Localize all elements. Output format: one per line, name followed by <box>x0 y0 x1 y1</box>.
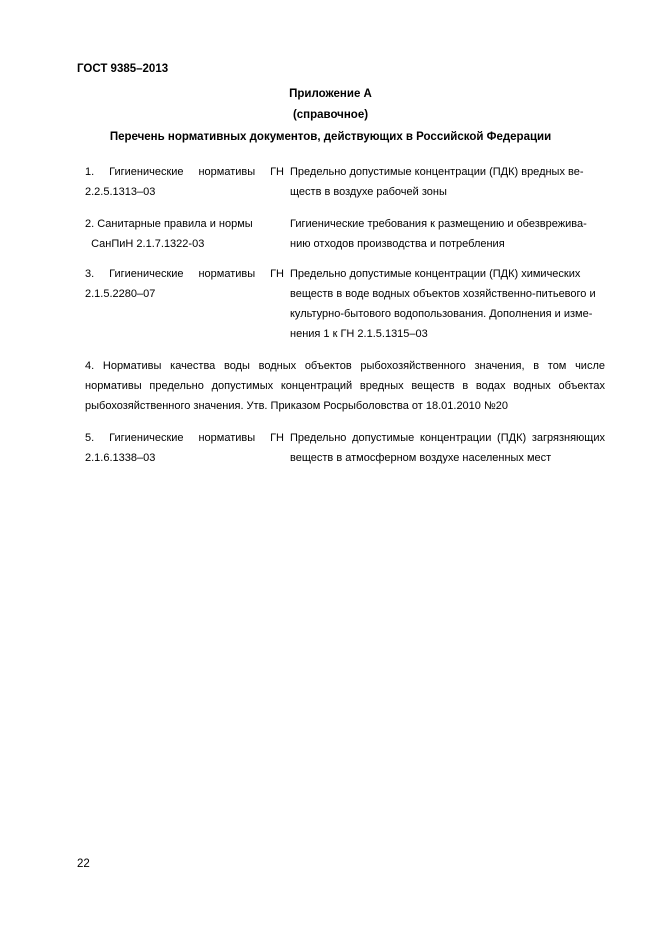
entry-3-title-line: культурно-бытового водопользования. Дополнения и изме- <box>290 308 593 320</box>
entry-2-title-line: Гигиенические требования к размещению и обезврежива- <box>290 218 587 230</box>
entry-2-designation-line: 2. Санитарные правила и нормы <box>85 218 253 230</box>
entry-5-designation-line: 5. Гигиенические нормативы ГН <box>85 432 284 444</box>
entry-5-designation-line: 2.1.6.1338–03 <box>85 452 156 464</box>
entry-3-designation <box>85 264 284 304</box>
entry-5-title-line: веществ в атмосферном воздухе населенных мест <box>290 452 552 464</box>
page-number: 22 <box>77 858 90 870</box>
entry-1-designation-line: 2.2.5.1313–03 <box>85 186 156 198</box>
entry-1-title <box>290 162 590 202</box>
entry-2-designation <box>85 214 284 254</box>
entry-1-title-line: ществ в воздухе рабочей зоны <box>290 186 447 198</box>
appendix-title: Приложение А <box>289 88 372 100</box>
entry-2-title <box>290 214 590 254</box>
entry-5-title <box>290 428 605 468</box>
entry-1-title-line: Предельно допустимые концентрации (ПДК) вредных ве- <box>290 166 584 178</box>
entry-1-designation-line: 1. Гигиенические нормативы ГН <box>85 166 284 178</box>
entry-3-title <box>290 264 596 344</box>
entry-2-designation-line: СанПиН 2.1.7.1322-03 <box>85 238 205 250</box>
entry-3-designation-line: 3. Гигиенические нормативы ГН <box>85 268 284 280</box>
entry-1-designation <box>85 162 284 202</box>
list-title: Перечень нормативных документов, действующих в Российской Федерации <box>109 131 552 143</box>
entry-4-line: рыбохозяйственного значения. Утв. Приказом Росрыболовства от 18.01.2010 №20 <box>85 400 509 412</box>
entry-3-title-line: нения 1 к ГН 2.1.5.1315–03 <box>290 328 428 340</box>
reference-entry-4 <box>85 356 605 416</box>
entry-3-title-line: Предельно допустимые концентрации (ПДК) химических <box>290 268 581 280</box>
entry-4-line: нормативы предельно допустимых концентраций вредных веществ в водах водных объектах <box>85 380 605 392</box>
entry-3-designation-line: 2.1.5.2280–07 <box>85 288 156 300</box>
entry-3-title-line: веществ в воде водных объектов хозяйственно-питьевого и <box>290 288 596 300</box>
entry-5-title-line: Предельно допустимые концентрации (ПДК) загрязняющих <box>290 432 605 444</box>
appendix-type: (справочное) <box>292 109 369 121</box>
entry-5-designation <box>85 428 284 468</box>
document-code: ГОСТ 9385–2013 <box>77 63 169 75</box>
entry-2-title-line: нию отходов производства и потребления <box>290 238 505 250</box>
entry-4-line: 4. Нормативы качества воды водных объектов рыбохозяйственного значения, в том числе <box>85 360 605 372</box>
